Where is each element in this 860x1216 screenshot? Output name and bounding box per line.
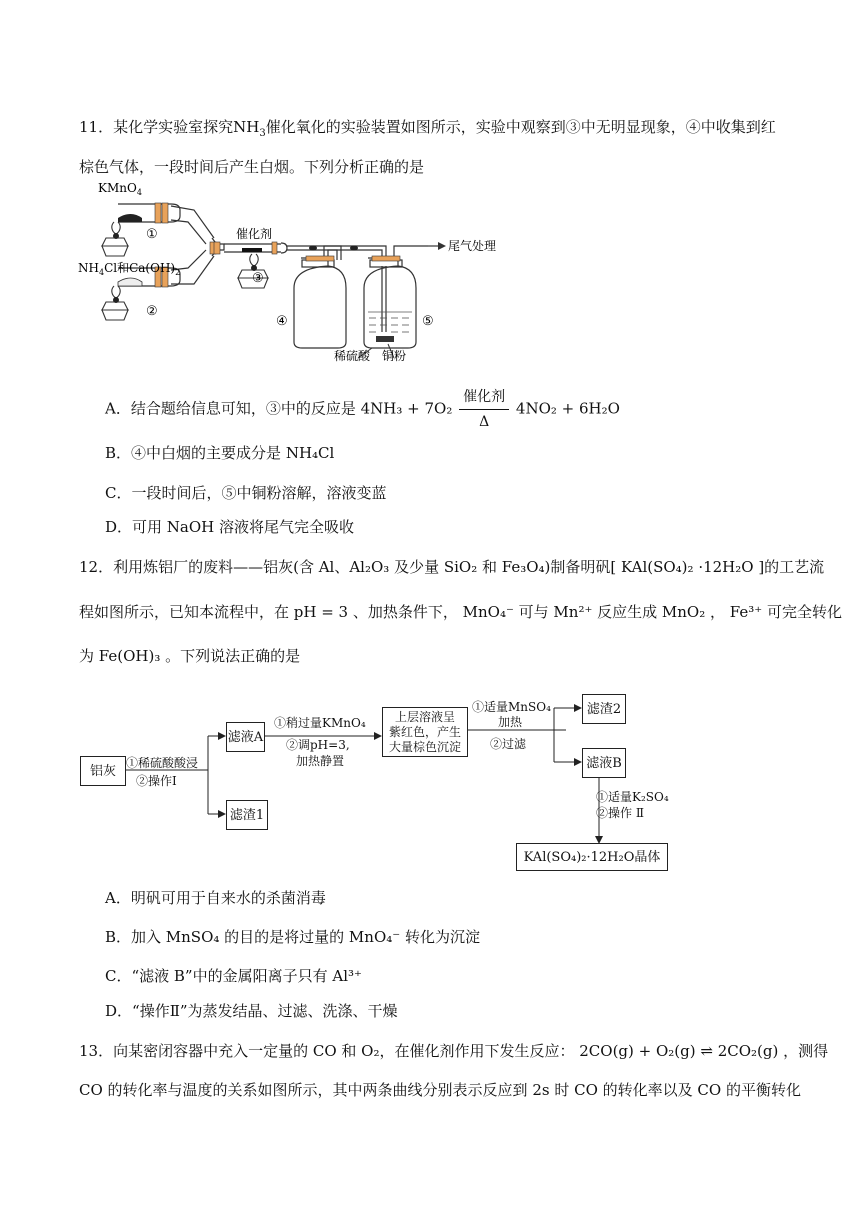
- q11-stem-line-2: 棕色气体，一段时间后产生白烟。下列分析正确的是: [79, 158, 425, 176]
- q12-option-a: A．明矾可用于自来水的杀菌消毒: [105, 889, 326, 907]
- q11-number: 11．: [79, 118, 114, 136]
- mark-4: ④: [276, 314, 288, 329]
- q11-option-d: D．可用 NaOH 溶液将尾气完全吸收: [105, 518, 355, 536]
- residue-2-box: 滤渣2: [582, 694, 626, 724]
- q11-option-c: C．一段时间后，⑤中铜粉溶解，溶液变蓝: [105, 484, 387, 502]
- step2-ph: ②调pH=3,: [286, 738, 350, 752]
- mark-3: ③: [252, 271, 264, 286]
- step1-reagent: ①稀硫酸酸浸: [126, 756, 199, 770]
- q12-option-d: D．“操作Ⅱ”为蒸发结晶、过滤、洗涤、干燥: [105, 1002, 398, 1020]
- copper-label: 铜粉: [382, 349, 407, 363]
- q12-stem-line-2: 程如图所示，已知本流程中，在 pH = 3 、加热条件下， MnO₄⁻ 可与 Mn²⁺ 反应生成 MnO₂ ， Fe³⁺ 可完全转化: [79, 603, 842, 621]
- step1-operation: ②操作Ⅰ: [136, 774, 177, 788]
- ash-box: 铝灰: [80, 756, 126, 786]
- q12-option-b: B．加入 MnSO₄ 的目的是将过量的 MnO₄⁻ 转化为沉淀: [105, 928, 480, 946]
- residue-1-box: 滤渣1: [226, 800, 268, 830]
- catalyst-label: 催化剂: [236, 227, 273, 241]
- exhaust-label: 尾气处理: [448, 239, 496, 253]
- mark-5: ⑤: [422, 314, 434, 329]
- step3-filter: ②过滤: [490, 737, 527, 751]
- reaction-condition: $\frac{\text{催化剂}}{\Delta}$: [459, 387, 509, 432]
- q12-stem-line-1: 12．利用炼铝厂的废料——铝灰(含 Al、Al₂O₃ 及少量 SiO₂ 和 Fe₃O₄)制备明矾[ KAl(SO₄)₂ ·12H₂O ]的工艺流: [79, 558, 825, 576]
- mark-2: ②: [146, 304, 158, 319]
- reagent-2-label: $NH_4Cl$和$Ca(OH)_2$: [78, 261, 181, 277]
- q12-option-c: C．“滤液 B”中的金属阳离子只有 Al³⁺: [105, 967, 362, 985]
- q13-stem-line-1: 13．向某密闭容器中充入一定量的 CO 和 O₂，在催化剂作用下发生反应： 2CO(g) + O₂(g) ⇌ 2CO₂(g) ，测得: [79, 1042, 829, 1060]
- kmno4-label: KMnO$_4$: [98, 181, 142, 197]
- acid-label: 稀硫酸: [334, 349, 371, 363]
- mark-1: ①: [146, 227, 158, 242]
- filtrate-a-box: 滤液A: [226, 722, 265, 752]
- q11-option-b: B．④中白烟的主要成分是 NH₄Cl: [105, 444, 335, 462]
- q11-option-a: A．结合题给信息可知，③中的反应是 4NH₃ + 7O₂ $\frac{\text{催化剂}}{\Delta}$ 4NO₂ + 6H₂O: [105, 389, 620, 430]
- intermediate-box: 上层溶液呈 紫红色，产生 大量棕色沉淀: [382, 707, 468, 757]
- filtrate-b-box: 滤液B: [582, 748, 626, 778]
- step2-reagent: ①稍过量KMnO₄: [274, 716, 366, 730]
- step2-heat: 加热静置: [296, 754, 345, 768]
- step3-heat: 加热: [498, 715, 523, 729]
- q11-stem-line-1: 11．某化学实验室探究$NH_3$催化氧化的实验装置如图所示，实验中观察到③中无明显现象，④中收集到红: [79, 118, 776, 139]
- step3-reagent: ①适量MnSO₄: [472, 700, 551, 714]
- q12-stem-line-3: 为 Fe(OH)₃ 。下列说法正确的是: [79, 647, 301, 665]
- step4-operation: ②操作 Ⅱ: [596, 806, 644, 820]
- q13-stem-line-2: CO 的转化率与温度的关系如图所示，其中两条曲线分别表示反应到 2s 时 CO 的转化率以及 CO 的平衡转化: [79, 1081, 801, 1099]
- q13-number: 13．: [79, 1042, 114, 1060]
- product-box: KAl(SO₄)₂·12H₂O晶体: [516, 843, 668, 871]
- q12-number: 12．: [79, 558, 114, 576]
- step4-reagent: ①适量K₂SO₄: [596, 790, 669, 804]
